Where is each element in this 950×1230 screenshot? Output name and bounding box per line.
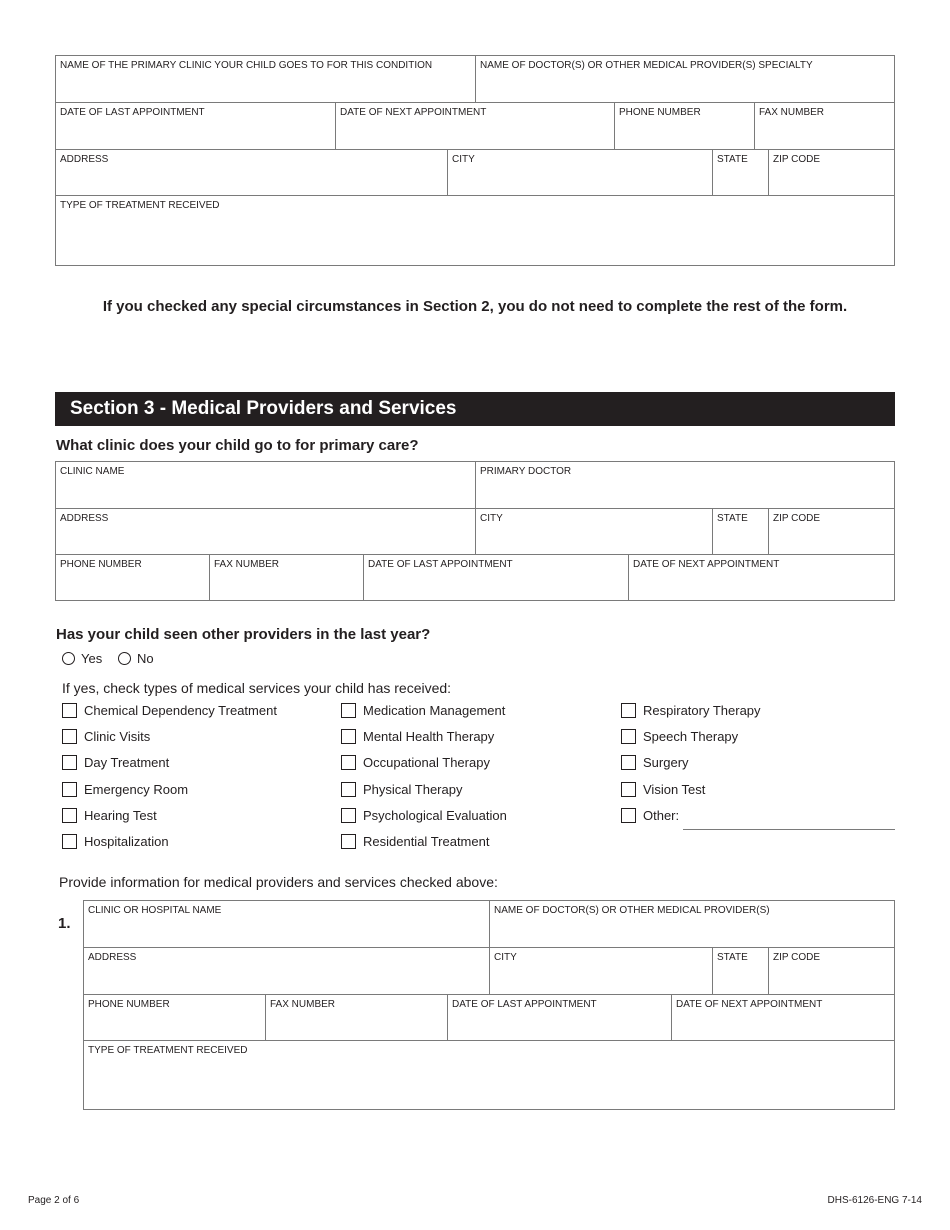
state-label: STATE bbox=[717, 154, 748, 165]
next-appointment-input[interactable] bbox=[340, 121, 610, 146]
service-label: Chemical Dependency Treatment bbox=[84, 703, 277, 718]
pc-city-label: CITY bbox=[480, 513, 503, 524]
p1-doctor-input[interactable] bbox=[494, 919, 890, 944]
phone-label: PHONE NUMBER bbox=[619, 107, 701, 118]
pc-last-appointment-field[interactable] bbox=[364, 555, 629, 601]
provider-number: 1. bbox=[58, 915, 71, 932]
p1-treatment-field[interactable] bbox=[84, 1041, 895, 1110]
p1-treatment-label: TYPE OF TREATMENT RECEIVED bbox=[88, 1045, 248, 1056]
service-label: Hospitalization bbox=[84, 834, 169, 849]
pc-phone-label: PHONE NUMBER bbox=[60, 559, 142, 570]
pc-address-label: ADDRESS bbox=[60, 513, 109, 524]
address-input[interactable] bbox=[60, 168, 443, 192]
p1-last-appointment-input[interactable] bbox=[452, 1013, 667, 1037]
service-label: Medication Management bbox=[363, 703, 506, 718]
service-label: Clinic Visits bbox=[84, 729, 151, 744]
phone-input[interactable] bbox=[619, 121, 750, 146]
service-label: Vision Test bbox=[643, 782, 706, 797]
zip-input[interactable] bbox=[773, 168, 890, 192]
clinic-name-label: CLINIC NAME bbox=[60, 466, 125, 477]
service-label: Surgery bbox=[643, 755, 689, 770]
p1-next-appointment-field[interactable] bbox=[672, 995, 895, 1041]
p1-state-label: STATE bbox=[717, 952, 748, 963]
p1-city-input[interactable] bbox=[494, 966, 708, 991]
clinic-name-input[interactable] bbox=[60, 480, 471, 505]
primary-clinic-input[interactable] bbox=[60, 74, 471, 99]
p1-last-appointment-label: DATE OF LAST APPOINTMENT bbox=[452, 999, 597, 1010]
condition-clinic-table bbox=[55, 55, 895, 266]
service-label: Hearing Test bbox=[84, 808, 157, 823]
pc-next-appointment-input[interactable] bbox=[633, 573, 890, 597]
clinic-name-field[interactable] bbox=[56, 462, 476, 509]
p1-fax-label: FAX NUMBER bbox=[270, 999, 336, 1010]
pc-fax-field[interactable] bbox=[210, 555, 364, 601]
doctor-specialty-input[interactable] bbox=[480, 74, 890, 99]
p1-fax-field[interactable] bbox=[266, 995, 448, 1041]
checkbox-box[interactable] bbox=[341, 834, 356, 849]
checkbox-box[interactable] bbox=[62, 729, 77, 744]
p1-next-appointment-label: DATE OF NEXT APPOINTMENT bbox=[676, 999, 823, 1010]
p1-state-input[interactable] bbox=[717, 966, 764, 991]
checkbox-box[interactable] bbox=[62, 782, 77, 797]
p1-address-input[interactable] bbox=[88, 966, 485, 991]
service-checkbox[interactable] bbox=[62, 703, 277, 718]
yes-label: Yes bbox=[81, 651, 103, 666]
pc-last-appointment-input[interactable] bbox=[368, 573, 624, 597]
p1-fax-input[interactable] bbox=[270, 1013, 443, 1037]
service-label: Emergency Room bbox=[84, 782, 189, 797]
service-checkbox[interactable] bbox=[621, 755, 689, 770]
treatment-label: TYPE OF TREATMENT RECEIVED bbox=[60, 200, 220, 211]
city-label: CITY bbox=[452, 154, 475, 165]
fax-field[interactable] bbox=[755, 103, 895, 150]
service-checkbox[interactable] bbox=[341, 808, 507, 823]
pc-address-field[interactable] bbox=[56, 509, 476, 555]
primary-clinic-field[interactable] bbox=[56, 56, 476, 103]
checkbox-box[interactable] bbox=[341, 755, 356, 770]
last-appointment-field[interactable] bbox=[56, 103, 336, 150]
zip-label: ZIP CODE bbox=[773, 154, 821, 165]
service-checkbox[interactable] bbox=[62, 729, 150, 744]
pc-zip-input[interactable] bbox=[773, 527, 890, 551]
service-checkbox[interactable] bbox=[62, 755, 169, 770]
pc-phone-input[interactable] bbox=[60, 573, 205, 597]
p1-doctor-label: NAME OF DOCTOR(S) OR OTHER MEDICAL PROVIDER(S) bbox=[494, 905, 770, 916]
primary-doctor-field[interactable] bbox=[476, 462, 895, 509]
p1-zip-input[interactable] bbox=[773, 966, 890, 991]
fax-label: FAX NUMBER bbox=[759, 107, 825, 118]
checkbox-box[interactable] bbox=[621, 703, 636, 718]
p1-doctor-field[interactable] bbox=[490, 901, 895, 948]
service-checkbox[interactable] bbox=[621, 782, 705, 797]
service-checkbox[interactable] bbox=[341, 755, 490, 770]
checkbox-box[interactable] bbox=[341, 808, 356, 823]
service-label: Residential Treatment bbox=[363, 834, 490, 849]
city-field[interactable] bbox=[448, 150, 713, 196]
service-checkbox[interactable] bbox=[341, 703, 505, 718]
pc-address-input[interactable] bbox=[60, 527, 471, 551]
checkbox-box[interactable] bbox=[621, 782, 636, 797]
pc-next-appointment-field[interactable] bbox=[629, 555, 895, 601]
pc-last-appointment-label: DATE OF LAST APPOINTMENT bbox=[368, 559, 513, 570]
service-checkbox[interactable] bbox=[341, 782, 462, 797]
state-field[interactable] bbox=[713, 150, 769, 196]
service-label: Mental Health Therapy bbox=[363, 729, 495, 744]
checkbox-box[interactable] bbox=[341, 782, 356, 797]
checkbox-box[interactable] bbox=[341, 729, 356, 744]
doctor-specialty-field[interactable] bbox=[476, 56, 895, 103]
primary-doctor-label: PRIMARY DOCTOR bbox=[480, 466, 572, 477]
primary-clinic-label: NAME OF THE PRIMARY CLINIC YOUR CHILD GOES TO FOR THIS CONDITION bbox=[60, 60, 433, 71]
checkbox-box[interactable] bbox=[341, 703, 356, 718]
checkbox-box[interactable] bbox=[62, 834, 77, 849]
p1-last-appointment-field[interactable] bbox=[448, 995, 672, 1041]
section-3-title: Section 3 - Medical Providers and Services bbox=[70, 398, 457, 419]
special-circumstances-notice: If you checked any special circumstances in Section 2, you do not need to complete the rest of the form. bbox=[102, 298, 848, 315]
fax-input[interactable] bbox=[759, 121, 890, 146]
service-label: Respiratory Therapy bbox=[643, 703, 761, 718]
pc-state-field[interactable] bbox=[713, 509, 769, 555]
pc-zip-field[interactable] bbox=[769, 509, 895, 555]
other-service-checkbox[interactable] bbox=[621, 808, 679, 823]
pc-city-input[interactable] bbox=[480, 527, 708, 551]
service-checkbox[interactable] bbox=[62, 834, 169, 849]
city-input[interactable] bbox=[452, 168, 708, 192]
p1-zip-field[interactable] bbox=[769, 948, 895, 995]
pc-zip-label: ZIP CODE bbox=[773, 513, 821, 524]
other-label: Other: bbox=[643, 808, 680, 823]
checkbox-box[interactable] bbox=[62, 703, 77, 718]
service-label: Day Treatment bbox=[84, 755, 170, 770]
p1-phone-input[interactable] bbox=[88, 1013, 261, 1037]
next-appointment-label: DATE OF NEXT APPOINTMENT bbox=[340, 107, 487, 118]
address-label: ADDRESS bbox=[60, 154, 109, 165]
other-providers-question: Has your child seen other providers in the last year? bbox=[56, 626, 431, 643]
service-checkbox[interactable] bbox=[62, 782, 188, 797]
provide-info-instruction: Provide information for medical providers and services checked above: bbox=[59, 874, 498, 890]
p1-next-appointment-input[interactable] bbox=[676, 1013, 890, 1037]
checkbox-box[interactable] bbox=[62, 808, 77, 823]
pc-next-appointment-label: DATE OF NEXT APPOINTMENT bbox=[633, 559, 780, 570]
treatment-input[interactable] bbox=[60, 214, 890, 262]
section-3-header bbox=[55, 392, 895, 426]
page-number: Page 2 of 6 bbox=[28, 1195, 80, 1206]
yes-radio[interactable] bbox=[62, 651, 102, 666]
pc-fax-input[interactable] bbox=[214, 573, 359, 597]
phone-field[interactable] bbox=[615, 103, 755, 150]
p1-phone-field[interactable] bbox=[84, 995, 266, 1041]
service-label: Psychological Evaluation bbox=[363, 808, 507, 823]
service-checkbox[interactable] bbox=[62, 808, 157, 823]
last-appointment-input[interactable] bbox=[60, 121, 331, 146]
provider-1-table bbox=[83, 900, 895, 1110]
pc-fax-label: FAX NUMBER bbox=[214, 559, 280, 570]
p1-zip-label: ZIP CODE bbox=[773, 952, 821, 963]
p1-clinic-hospital-input[interactable] bbox=[88, 919, 485, 944]
primary-doctor-input[interactable] bbox=[480, 480, 890, 505]
service-label: Physical Therapy bbox=[363, 782, 463, 797]
pc-phone-field[interactable] bbox=[56, 555, 210, 601]
state-input[interactable] bbox=[717, 168, 764, 192]
checkbox-box[interactable] bbox=[621, 755, 636, 770]
service-label: Speech Therapy bbox=[643, 729, 739, 744]
p1-state-field[interactable] bbox=[713, 948, 769, 995]
service-checkbox[interactable] bbox=[621, 729, 738, 744]
no-label: No bbox=[137, 651, 154, 666]
service-checkbox[interactable] bbox=[341, 729, 494, 744]
p1-address-label: ADDRESS bbox=[88, 952, 137, 963]
checkbox-box[interactable] bbox=[62, 755, 77, 770]
p1-address-field[interactable] bbox=[84, 948, 490, 995]
p1-city-label: CITY bbox=[494, 952, 517, 963]
service-checkbox[interactable] bbox=[341, 834, 489, 849]
pc-state-label: STATE bbox=[717, 513, 748, 524]
service-label: Occupational Therapy bbox=[363, 755, 490, 770]
p1-phone-label: PHONE NUMBER bbox=[88, 999, 170, 1010]
checkbox-box[interactable] bbox=[621, 729, 636, 744]
last-appointment-label: DATE OF LAST APPOINTMENT bbox=[60, 107, 205, 118]
zip-field[interactable] bbox=[769, 150, 895, 196]
address-field[interactable] bbox=[56, 150, 448, 196]
next-appointment-field[interactable] bbox=[336, 103, 615, 150]
no-radio[interactable] bbox=[118, 651, 154, 666]
p1-clinic-hospital-label: CLINIC OR HOSPITAL NAME bbox=[88, 905, 222, 916]
form-id: DHS-6126-ENG 7-14 bbox=[827, 1195, 922, 1206]
p1-city-field[interactable] bbox=[490, 948, 713, 995]
primary-care-table bbox=[55, 461, 895, 601]
service-checkbox[interactable] bbox=[621, 703, 761, 718]
primary-care-question: What clinic does your child go to for primary care? bbox=[56, 437, 419, 454]
services-instruction: If yes, check types of medical services your child has received: bbox=[62, 680, 452, 696]
pc-city-field[interactable] bbox=[476, 509, 713, 555]
doctor-specialty-label: NAME OF DOCTOR(S) OR OTHER MEDICAL PROVIDER(S) SPECIALTY bbox=[480, 60, 813, 71]
other-service-input-line[interactable] bbox=[683, 829, 895, 830]
no-radio-circle[interactable] bbox=[118, 652, 131, 665]
checkbox-box[interactable] bbox=[621, 808, 636, 823]
pc-state-input[interactable] bbox=[717, 527, 764, 551]
p1-treatment-input[interactable] bbox=[88, 1059, 890, 1106]
treatment-field[interactable] bbox=[56, 196, 895, 266]
p1-clinic-hospital-field[interactable] bbox=[84, 901, 490, 948]
yes-radio-circle[interactable] bbox=[62, 652, 75, 665]
